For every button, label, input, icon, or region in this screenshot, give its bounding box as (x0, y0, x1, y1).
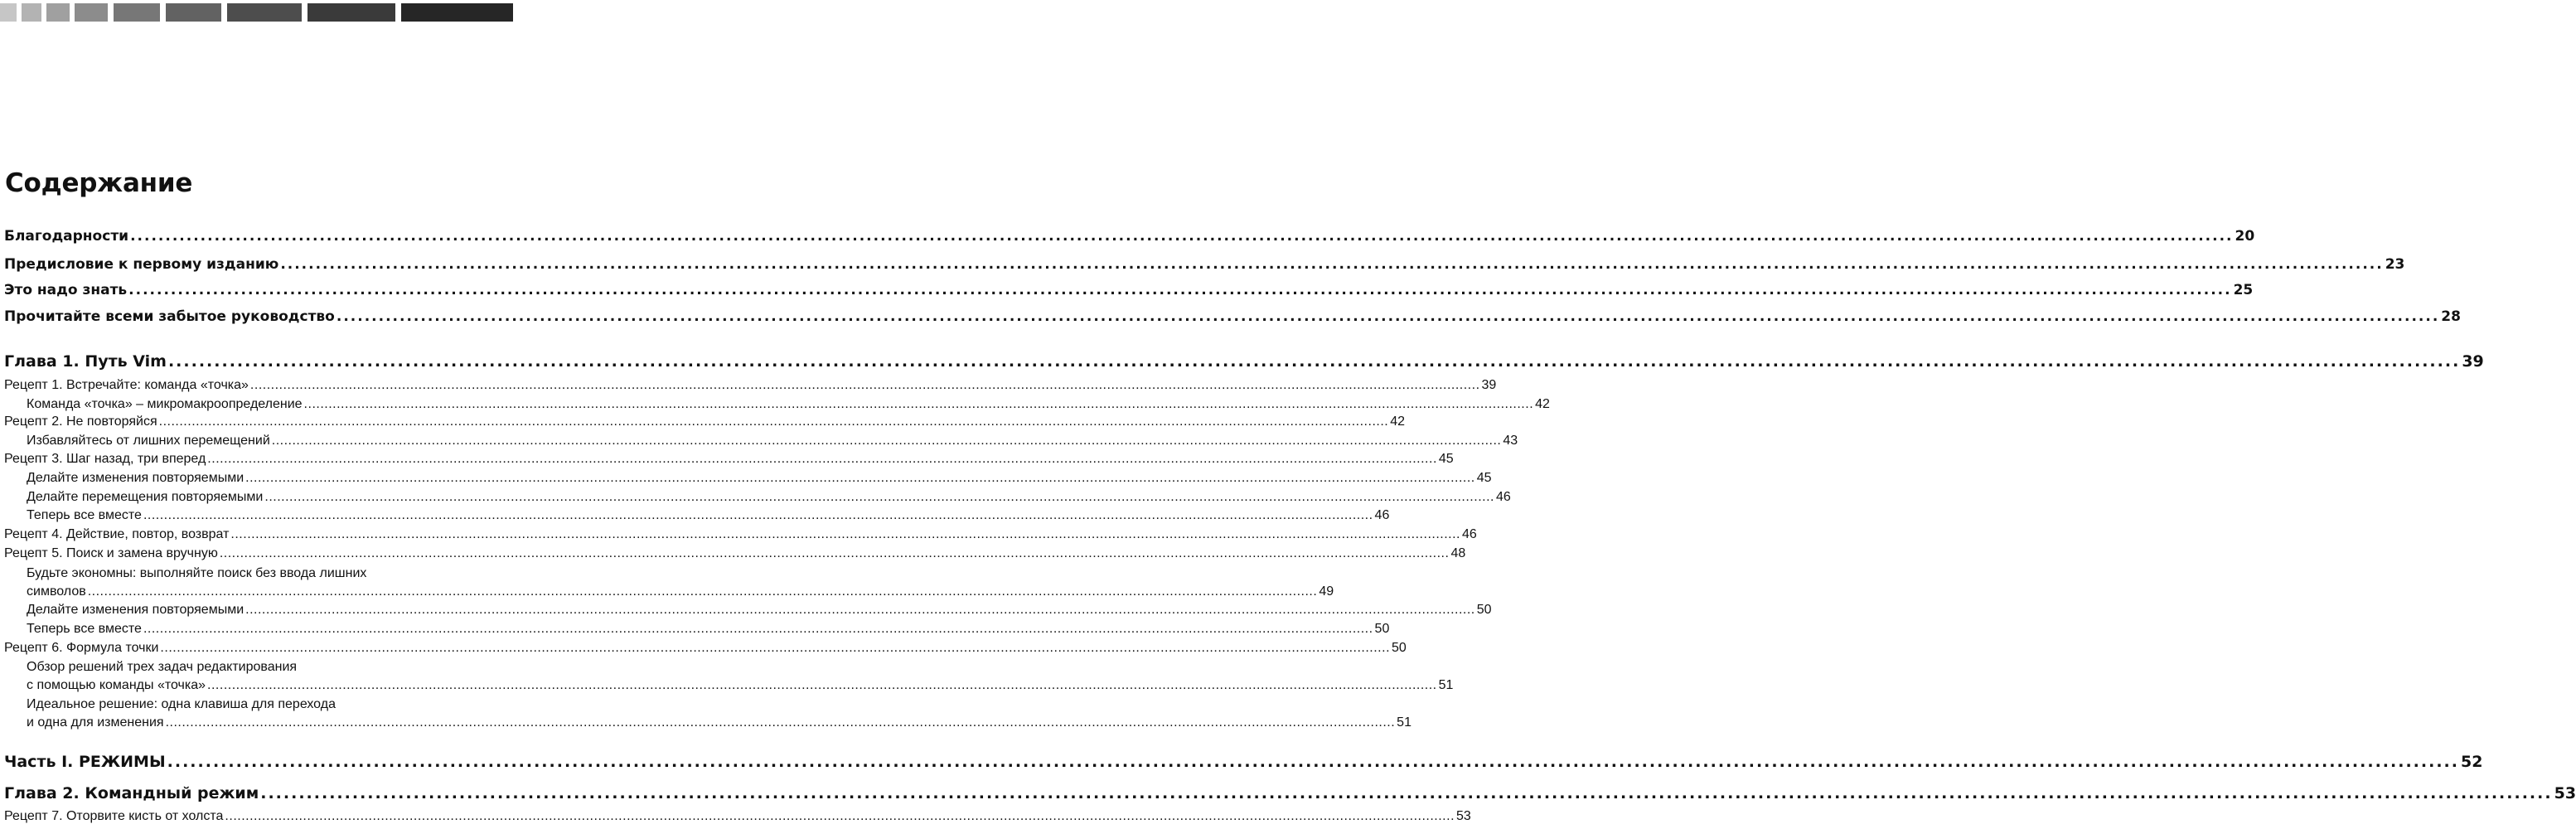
toc-entry-title: Благодарности (4, 228, 129, 245)
toc-entry-page: 39 (2462, 352, 2484, 371)
dot-leader: ............................................................................................................................................................................................................................................................................................................ (128, 282, 2232, 298)
toc-recipe (4, 452, 1454, 467)
toc-entry-page: 45 (1438, 452, 1454, 466)
toc-entry-title: Рецепт 3. Шаг назад, три вперед (4, 452, 206, 466)
toc-entry-page: 46 (1374, 508, 1390, 522)
toc-subsection (27, 508, 1390, 523)
toc-entry-title: Избавляйтесь от лишних перемещений (27, 434, 270, 448)
toc-entry-page: 50 (1392, 641, 1407, 655)
toc-recipe (4, 378, 1497, 393)
toc-entry (4, 228, 2255, 245)
toc-entry-page: 48 (1450, 546, 1466, 560)
toc-entry-title: Предисловие к первому изданию (4, 256, 279, 273)
dot-leader: ............................................................................................................................................................................................................................................................................................................ (225, 809, 1455, 823)
toc-entry-title: Это надо знать (4, 282, 128, 298)
toc-entry-title: Рецепт 2. Не повторяйся (4, 414, 157, 429)
dot-leader: ............................................................................................................................................................................................................................................................................................................ (87, 584, 1318, 599)
toc-entry-page: 46 (1495, 490, 1511, 504)
toc-entry-title: Теперь все вместе (27, 622, 142, 636)
bar-segment (0, 3, 17, 22)
toc-entry-title: Рецепт 1. Встречайте: команда «точка» (4, 378, 249, 392)
bar-segment (401, 3, 513, 22)
dot-leader: ............................................................................................................................................................................................................................................................................................................ (260, 784, 2553, 802)
bar-segment (307, 3, 395, 22)
toc-entry-title: Прочитайте всеми забытое руководство (4, 308, 335, 325)
dot-leader: ............................................................................................................................................................................................................................................................................................................ (303, 397, 1534, 411)
bar-segment (166, 3, 221, 22)
toc-recipe (4, 809, 1471, 824)
toc-entry-page: 20 (2235, 228, 2255, 245)
toc-entry-title: с помощью команды «точка» (27, 678, 206, 692)
toc-entry-page: 42 (1535, 397, 1550, 411)
dot-leader: ............................................................................................................................................................................................................................................................................................................ (219, 546, 1450, 560)
toc-entry-title: Глава 2. Командный режим (4, 784, 259, 802)
toc-part (4, 753, 2483, 771)
toc-entry-page: 46 (1462, 527, 1477, 541)
toc-entry-title: Рецепт 7. Оторвите кисть от холста (4, 809, 224, 823)
toc-subsection (27, 584, 1334, 599)
dot-leader: ............................................................................................................................................................................................................................................................................................................ (271, 434, 1502, 448)
toc-recipe (4, 527, 1477, 542)
dot-leader: ............................................................................................................................................................................................................................................................................................................ (207, 452, 1437, 466)
toc-subsection-line: Будьте экономны: выполняйте поиск без ввода лишних (27, 566, 367, 580)
dot-leader: ............................................................................................................................................................................................................................................................................................................ (264, 490, 1494, 504)
dot-leader: ............................................................................................................................................................................................................................................................................................................ (165, 715, 1396, 730)
toc-entry-title: Рецепт 5. Поиск и замена вручную (4, 546, 218, 560)
toc-entry (4, 282, 2254, 298)
toc-subsection-line: Идеальное решение: одна клавиша для перехода (27, 697, 336, 711)
toc-subsection (27, 490, 1511, 505)
toc-entry-page: 25 (2233, 282, 2254, 298)
bar-segment (46, 3, 70, 22)
toc-subsection (27, 622, 1390, 637)
toc-entry (4, 256, 2405, 273)
toc-entry-title: и одна для изменения (27, 715, 164, 730)
dot-leader: ............................................................................................................................................................................................................................................................................................................ (143, 622, 1373, 636)
page-title: Содержание (5, 168, 193, 198)
toc-entry-title: Рецепт 4. Действие, повтор, возврат (4, 527, 230, 541)
bar-segment (227, 3, 302, 22)
toc-entry-page: 42 (1390, 414, 1406, 429)
toc-entry-page: 39 (1481, 378, 1497, 392)
dot-leader: ............................................................................................................................................................................................................................................................................................................ (143, 508, 1373, 522)
toc-subsection (27, 397, 1550, 412)
toc-subsection-line: Обзор решений трех задач редактирования (27, 660, 298, 674)
toc-entry-page: 23 (2385, 256, 2405, 273)
toc-entry-title: Рецепт 6. Формула точки (4, 641, 159, 655)
dot-leader: ............................................................................................................................................................................................................................................................................................................ (167, 352, 2461, 371)
toc-entry-title: Часть I. РЕЖИМЫ (4, 753, 166, 771)
toc-entry-title: Теперь все вместе (27, 508, 142, 522)
bar-segment (22, 3, 41, 22)
toc-entry-page: 51 (1397, 715, 1411, 730)
dot-leader: ............................................................................................................................................................................................................................................................................................................ (167, 753, 2459, 771)
toc-entry-page: 49 (1319, 584, 1334, 599)
bar-segment (75, 3, 108, 22)
toc-chapter (4, 352, 2484, 371)
toc-entry-page: 50 (1476, 603, 1492, 617)
dot-leader: ............................................................................................................................................................................................................................................................................................................ (230, 527, 1460, 541)
toc-subsection (27, 603, 1492, 618)
dot-leader: ............................................................................................................................................................................................................................................................................................................ (245, 471, 1475, 485)
toc-recipe (4, 546, 1466, 561)
toc-entry-page: 52 (2460, 753, 2483, 771)
toc-entry-page: 28 (2441, 308, 2461, 325)
toc-entry-page: 45 (1476, 471, 1492, 485)
toc-entry-title: Команда «точка» – микромакроопределение (27, 397, 303, 411)
dot-leader: ............................................................................................................................................................................................................................................................................................................ (158, 414, 1389, 429)
toc-subsection (27, 715, 1411, 730)
toc-subsection (27, 434, 1518, 448)
toc-subsection (27, 471, 1492, 486)
toc-subsection (27, 678, 1454, 693)
toc-entry-title: Делайте изменения повторяемыми (27, 603, 245, 617)
toc-entry-title: символов (27, 584, 86, 599)
dot-leader: ............................................................................................................................................................................................................................................................................................................ (130, 228, 2234, 245)
toc-entry (4, 308, 2461, 325)
toc-entry-page: 43 (1503, 434, 1518, 448)
toc-entry-page: 53 (1456, 809, 1471, 823)
toc-recipe (4, 641, 1407, 656)
toc-chapter (4, 784, 2576, 802)
dot-leader: ............................................................................................................................................................................................................................................................................................................ (207, 678, 1437, 692)
toc-recipe (4, 414, 1406, 429)
bar-segment (114, 3, 160, 22)
toc-entry-page: 50 (1374, 622, 1390, 636)
toc-entry-page: 51 (1438, 678, 1454, 692)
toc-entry-page: 53 (2554, 784, 2576, 802)
dot-leader: ............................................................................................................................................................................................................................................................................................................ (280, 256, 2384, 273)
dot-leader: ............................................................................................................................................................................................................................................................................................................ (245, 603, 1475, 617)
toc-entry-title: Делайте изменения повторяемыми (27, 471, 245, 485)
header-decoration-bar (0, 3, 516, 22)
dot-leader: ............................................................................................................................................................................................................................................................................................................ (336, 308, 2440, 325)
toc-entry-title: Глава 1. Путь Vim (4, 352, 167, 371)
dot-leader: ............................................................................................................................................................................................................................................................................................................ (249, 378, 1480, 392)
dot-leader: ............................................................................................................................................................................................................................................................................................................ (160, 641, 1391, 655)
toc-entry-title: Делайте перемещения повторяемыми (27, 490, 264, 504)
